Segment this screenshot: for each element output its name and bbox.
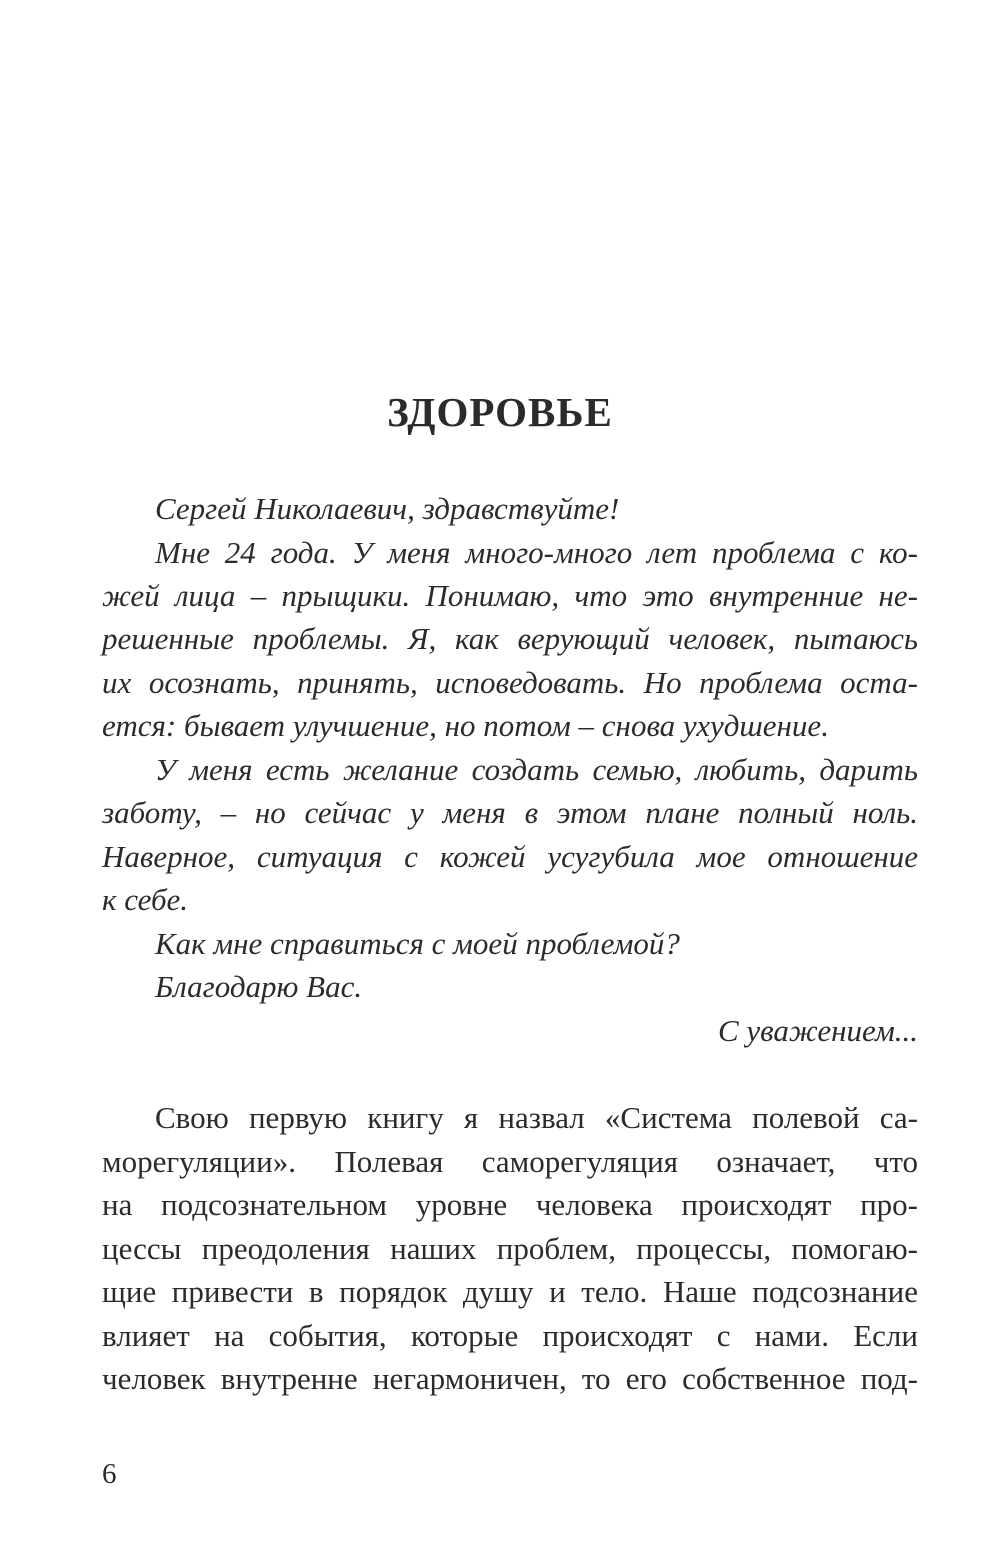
letter-line: Как мне справиться с моей проблемой? xyxy=(155,926,680,961)
answer-line: цессы преодоления наших проблем, процессы, помогаю- xyxy=(102,1231,918,1266)
answer-line: на подсознательном уровне человека происходят про- xyxy=(102,1187,918,1222)
letter-line: заботу, – но сейчас у меня в этом плане полный ноль. xyxy=(102,795,918,830)
letter-line: Наверное, ситуация с кожей усугубила мое отношение xyxy=(102,839,918,874)
answer-line: человек внутренне негармоничен, то его собственное под- xyxy=(102,1361,918,1396)
letter-line: решенные проблемы. Я, как верующий человек, пытаюсь xyxy=(102,621,918,656)
letter-line: жей лица – прыщики. Понимаю, что это внутренние не- xyxy=(102,578,918,613)
chapter-title: ЗДОРОВЬЕ xyxy=(387,389,613,435)
letter-signature: С уважением... xyxy=(717,1013,918,1048)
letter-line: Благодарю Вас. xyxy=(155,969,363,1004)
answer-line: влияет на события, которые происходят с нами. Если xyxy=(102,1318,918,1353)
letter-line: Мне 24 года. У меня много-много лет проблема с ко- xyxy=(155,535,918,570)
letter-line: к себе. xyxy=(102,882,189,917)
letter-line: их осознать, принять, исповедовать. Но проблема оста- xyxy=(102,665,918,700)
letter-line: У меня есть желание создать семью, любить, дарить xyxy=(155,752,918,787)
answer-line: Свою первую книгу я назвал «Система полевой са- xyxy=(155,1100,918,1135)
page-number: 6 xyxy=(102,1458,117,1490)
letter-line: Сергей Николаевич, здравствуйте! xyxy=(155,491,620,526)
answer-line: морегуляции». Полевая саморегуляция означает, что xyxy=(102,1144,918,1179)
letter-line: ется: бывает улучшение, но потом – снова ухудшение. xyxy=(102,708,829,743)
answer-line: щие привести в порядок душу и тело. Наше подсознание xyxy=(102,1274,918,1309)
